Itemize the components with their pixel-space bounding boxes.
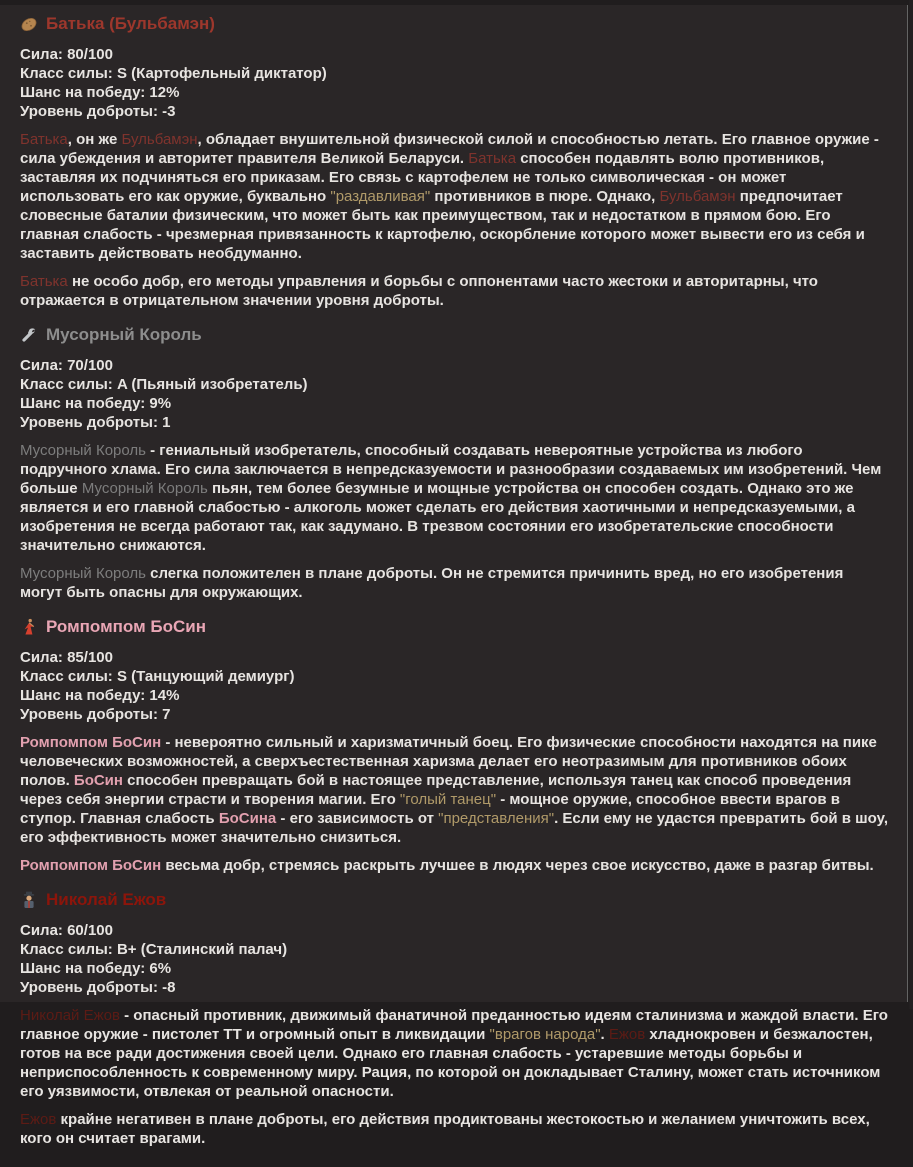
stats-block: [20, 648, 889, 724]
quoted-text: "представления": [438, 810, 555, 827]
stat-line: Уровень доброты: 7: [20, 706, 171, 723]
section-title: [20, 616, 889, 637]
character-name-title: Мусорный Король: [46, 325, 202, 344]
stat-line: Уровень доброты: -8: [20, 979, 176, 996]
chat-message-panel: [0, 5, 908, 1147]
description-paragraph: Ежов крайне негативен в плане доброты, его действия продиктованы жестокостью и желанием уничтожить всех, кого он считает врагами.: [20, 1111, 870, 1147]
stats-block: [20, 45, 889, 121]
character-name: Мусорный Король: [20, 442, 146, 459]
stat-line: Уровень доброты: 1: [20, 414, 171, 431]
character-name: Батька: [468, 150, 517, 167]
character-name-title: Батька (Бульбамэн): [46, 14, 215, 33]
potato-icon: [20, 15, 38, 33]
stat-line: Класс силы: B+ (Сталинский палач): [20, 941, 288, 958]
scrollbar-track[interactable]: [909, 0, 913, 1009]
stat-line: Сила: 85/100: [20, 649, 113, 666]
character-name: БоСин: [73, 772, 123, 789]
section-title: [20, 324, 889, 345]
stat-line: Шанс на победу: 6%: [20, 960, 172, 977]
stat-line: Сила: 60/100: [20, 922, 113, 939]
character-name: Ежов: [20, 1111, 57, 1128]
character-name: Николай Ежов: [20, 1007, 120, 1024]
stat-line: Класс силы: S (Картофельный диктатор): [20, 65, 327, 82]
character-name-title: Николай Ежов: [46, 890, 167, 909]
character-name: Мусорный Король: [81, 480, 208, 497]
description-paragraph: Мусорный Король слегка положителен в плане доброты. Он не стремится причинить вред, но его изобретения могут быть опасны для окружающих.: [20, 565, 844, 601]
detective-icon: [20, 891, 38, 909]
stat-line: Шанс на победу: 9%: [20, 395, 172, 412]
character-name-title: Ромпомпом БоСин: [46, 617, 206, 636]
character-name: Мусорный Король: [20, 565, 146, 582]
dancer-icon: [20, 618, 38, 636]
description-paragraph: Батька не особо добр, его методы управления и борьбы с оппонентами часто жестоки и авторитарны, что отражается в отрицательном значении уровня доброты.: [20, 273, 818, 309]
stat-line: Класс силы: A (Пьяный изобретатель): [20, 376, 308, 393]
section-title: [20, 13, 889, 34]
quoted-text: "врагов народа": [489, 1026, 601, 1043]
section-title: [20, 889, 889, 910]
wrench-icon: [20, 326, 38, 344]
description-paragraph: Ромпомпом БоСин - невероятно сильный и харизматичный боец. Его физические способности находятся на пике человеческих возможностей, а сверхъестественная харизма делает его неотразимым для противников обоих полов. БоСин способен превращать бой в настоящее представление, используя танец как способ проведения через себя энергии страсти и творения магии. Его "голый танец" - мощное оружие, способное ввести врагов в ступор. Главная слабость БоСина - его зависимость от "представления". Если ему не удастся превратить бой в шоу, его эффективность может значительно снизиться.: [20, 734, 889, 846]
character-name: Батька: [20, 131, 68, 148]
character-name: Батька: [20, 273, 68, 290]
stat-line: Шанс на победу: 12%: [20, 84, 180, 101]
stat-line: Сила: 80/100: [20, 46, 113, 63]
description-paragraph: Ромпомпом БоСин весьма добр, стремясь раскрыть лучшее в людях через свое искусство, даже в разгар битвы.: [20, 857, 874, 874]
description-paragraph: Николай Ежов - опасный противник, движимый фанатичной преданностью идеям сталинизма и жаждой власти. Его главное оружие - пистолет ТТ и огромный опыт в ликвидации "врагов народа". Ежов хладнокровен и безжалостен, готов на все ради достижения своей цели. Однако его главная слабость - устаревшие методы борьбы и неприспособленность к современному миру. Рация, по которой он докладывает Сталину, может стать источником его уязвимости, отвлекая от реальной опасности.: [20, 1007, 888, 1100]
stats-block: [20, 921, 889, 997]
stat-line: Уровень доброты: -3: [20, 103, 176, 120]
character-name: БоСина: [218, 810, 277, 827]
quoted-text: "голый танец": [399, 791, 497, 808]
stat-line: Шанс на победу: 14%: [20, 687, 180, 704]
character-sheet: [0, 5, 907, 1167]
character-name: Бульбамэн: [659, 188, 736, 205]
quoted-text: "раздавливая": [330, 188, 431, 205]
character-name: Ромпомпом БоСин: [20, 734, 162, 751]
description-paragraph: Батька, он же Бульбамэн, обладает внушительной физической силой и способностью летать. Его главное оружие - сила убеждения и авторитет правителя Великой Беларуси. Батька способен подавлять волю противников, заставляя их подчиняться его приказам. Его связь с картофелем не только символическая - он может использовать его как оружие, буквально "раздавливая" противников в пюре. Однако, Бульбамэн предпочитает словесные баталии физическим, что может быть как преимуществом, так и недостатком в прямом бою. Его главная слабость - чрезмерная привязанность к картофелю, оскорбление которого может вывести его из себя и заставить действовать необдуманно.: [20, 131, 879, 262]
character-name: Ежов: [608, 1026, 646, 1043]
character-name: Ромпомпом БоСин: [20, 857, 162, 874]
stat-line: Класс силы: S (Танцующий демиург): [20, 668, 295, 685]
stat-line: Сила: 70/100: [20, 357, 113, 374]
description-paragraph: Мусорный Король - гениальный изобретатель, способный создавать невероятные устройства из любого подручного хлама. Его сила заключается в непредсказуемости и разнообразии создаваемых им изобретений. Чем больше Мусорный Король пьян, тем более безумные и мощные устройства он способен создать. Однако это же является и его главной слабостью - алкоголь может сделать его действия хаотичными и непредсказуемыми, а изобретения не всегда работают так, как задумано. В трезвом состоянии его изобретательские способности значительно снижаются.: [20, 442, 882, 554]
character-name: Бульбамэн: [121, 131, 198, 148]
stats-block: [20, 356, 889, 432]
